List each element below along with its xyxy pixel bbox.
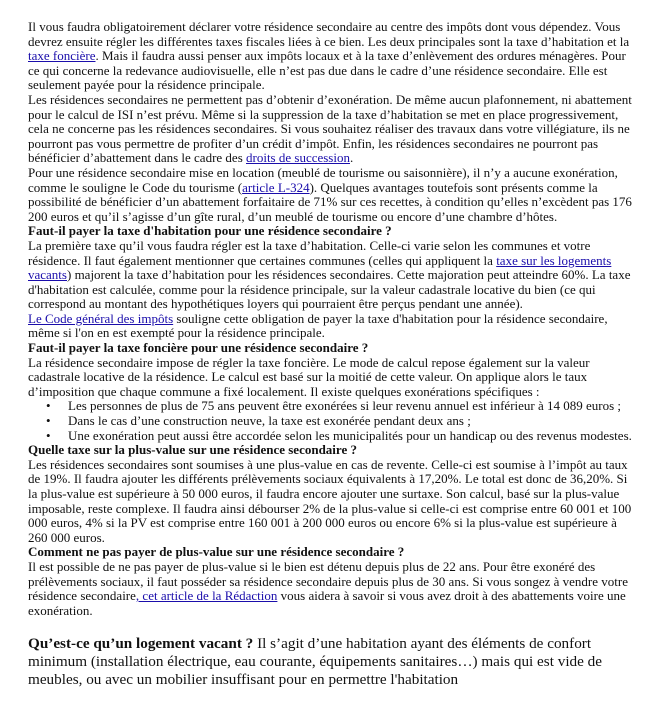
text: ). Quelques avantages toutefois sont présents comme la possibilité de bénéficier d’un abattement forfaitaire de 71% sur ces recettes, à condition qu’elles n’excèdent pas 176 200 euros et qu’il s’agisse d’un gîte rural, d’un meublé de tourisme ou encore d’une chambre d’hôtes.	[28, 179, 632, 224]
heading-taxe-habitation: Faut-il payer la taxe d'habitation pour une résidence secondaire ?	[28, 223, 392, 239]
text: .	[349, 150, 354, 166]
text: ) majorent la taxe d’habitation pour les résidences secondaires. Cette majoration peut atteindre 60%. La taxe d'habitation est calculée, comme pour la résidence principale, sur la valeur cadastrale locative du bien (ce qui correspond au montant des hypothétiques loyers qui pourraient être perçus pendant une année).	[28, 267, 631, 312]
list-item	[46, 427, 637, 444]
bullet-icon: •	[46, 413, 51, 429]
paragraph-location	[28, 166, 637, 224]
paragraph-logement-vacant	[28, 635, 637, 689]
link-article-l-324[interactable]: article L-324	[242, 179, 310, 195]
heading-plus-value: Quelle taxe sur la plus-value sur une résidence secondaire ?	[28, 442, 357, 458]
list-item-text: Dans le cas d’une construction neuve, la taxe est exonérée pendant deux ans ;	[68, 413, 471, 429]
bullet-icon: •	[46, 398, 51, 414]
exoneration-list	[28, 399, 637, 443]
text: souligne cette obligation de payer la taxe d'habitation pour la résidence secondaire, même si l'on en est exempté pour la résidence principale.	[28, 310, 608, 341]
question-logement-vacant: Qu’est-ce qu’un logement vacant ?	[28, 635, 254, 653]
list-item	[46, 413, 637, 429]
list-item-text: Une exonération peut aussi être accordée selon les municipalités pour un handicap ou des revenus modestes.	[68, 427, 632, 443]
link-code-general-impots[interactable]: Le Code général des impôts	[28, 310, 174, 326]
paragraph-taxe-habitation	[28, 239, 637, 312]
paragraph-declaration	[28, 20, 637, 93]
heading-ne-pas-payer: Comment ne pas payer de plus-value sur une résidence secondaire ?	[28, 544, 405, 560]
heading-taxe-fonciere: Faut-il payer la taxe foncière pour une résidence secondaire ?	[28, 340, 369, 356]
answer-logement-vacant: Il s’agit d’une habitation ayant des éléments de confort minimum (installation électrique, eau courante, équipements sanitaires…) mais qui est vide de meubles, ou avec un mobilier insuffisant pour en permettre l'habitation	[28, 635, 603, 689]
link-article-redaction[interactable]: , cet article de la Rédaction	[135, 588, 278, 604]
paragraph-taxe-fonciere: La résidence secondaire impose de régler la taxe foncière. Le mode de calcul repose également sur la valeur cadastrale locative de la résidence. Le calcul est basé sur la moitié de cette valeur. On applique alors le taux d’imposition que chaque commune a fixé localement. Il existe quelques exonérations spécifiques :	[28, 354, 590, 399]
paragraph-exoneration	[28, 93, 637, 166]
list-item-text: Les personnes de plus de 75 ans peuvent être exonérées si leur revenu annuel est inférieur à 14 089 euros ;	[68, 398, 622, 414]
text: Il vous faudra obligatoirement déclarer votre résidence secondaire au centre des impôts dont vous dépendez. Vous devrez ensuite régler les différentes taxes fiscales liées à ce bien. Les deux principales sont la taxe d’habitation et la	[28, 19, 630, 49]
link-droits-de-succession[interactable]: droits de succession	[246, 150, 350, 166]
paragraph-code-general	[28, 312, 637, 341]
list-item	[46, 398, 637, 414]
link-taxe-fonciere[interactable]: taxe foncière	[28, 48, 96, 64]
text: Il est possible de ne pas payer de plus-value si le bien est détenu depuis plus de 22 ans. Pour être exonéré des prélèvements sociaux, il faut posséder sa résidence secondaire depuis plus de 30 ans. Si vous songez à vendre votre résidence secondaire	[28, 558, 628, 604]
text: Les résidences secondaires ne permettent pas d’obtenir d’exonération. De même aucun plafonnement, ni abattement pour le calcul de ISI n’est prévu. Même si la suppression de la taxe d’habitation se met en place progressivement, cela ne concerne pas les résidences secondaires. Si vous souhaitez réaliser des travaux dans votre villégiature, ils ne pourront pas vous permettre de profiter d’un crédit d’impôt. Enfin, les résidences secondaires ne pourront pas bénéficier d’abattement dans le cadre des	[28, 91, 632, 166]
text: . Mais il faudra aussi penser aux impôts locaux et à la taxe d’enlèvement des ordures ménagères. Pour ce qui concerne la redevance audiovisuelle, elle n’est pas due dans le cadre d’une résidence secondaire. Elle est seulement payée pour la résidence principale.	[28, 48, 626, 93]
spacer	[28, 618, 637, 635]
link-taxe-logements-vacants[interactable]: taxe sur les logements vacants	[28, 252, 612, 283]
text: vous aidera à savoir si vous avez droit à des abattements voire une exonération.	[28, 588, 626, 618]
paragraph-ne-pas-payer	[28, 560, 637, 618]
paragraph-plus-value: Les résidences secondaires sont soumises à une plus-value en cas de revente. Celle-ci est soumise à l’impôt au taux de 19%. Il faudra ajouter les différents prélèvements sociaux équivalents à 17,20%. Le total est donc de 36,20%. Si la plus-value est supérieure à 50 000 euros, il faudra encore ajouter une surtaxe. Son calcul, basé sur la plus-value imposable, reste complexe. Il faudra ainsi débourser 2% de la plus-value si celle-ci est comprise entre 60 001 et 100 000 euros, 4% si la PV est comprise entre 160 001 à 200 000 euros ou encore 6% si la plus-value est supérieure à 260 000 euros.	[28, 456, 632, 545]
text: Pour une résidence secondaire mise en location (meublé de tourisme ou saisonnière), il n’y a aucune exonération, comme le souligne le Code du tourisme (	[28, 164, 618, 195]
bullet-icon: •	[46, 427, 51, 443]
text: La première taxe qu’il vous faudra régler est la taxe d’habitation. Celle-ci varie selon les communes et votre résidence. Il faut également mentionner que certaines communes (celles qui appliquent la	[28, 237, 591, 268]
